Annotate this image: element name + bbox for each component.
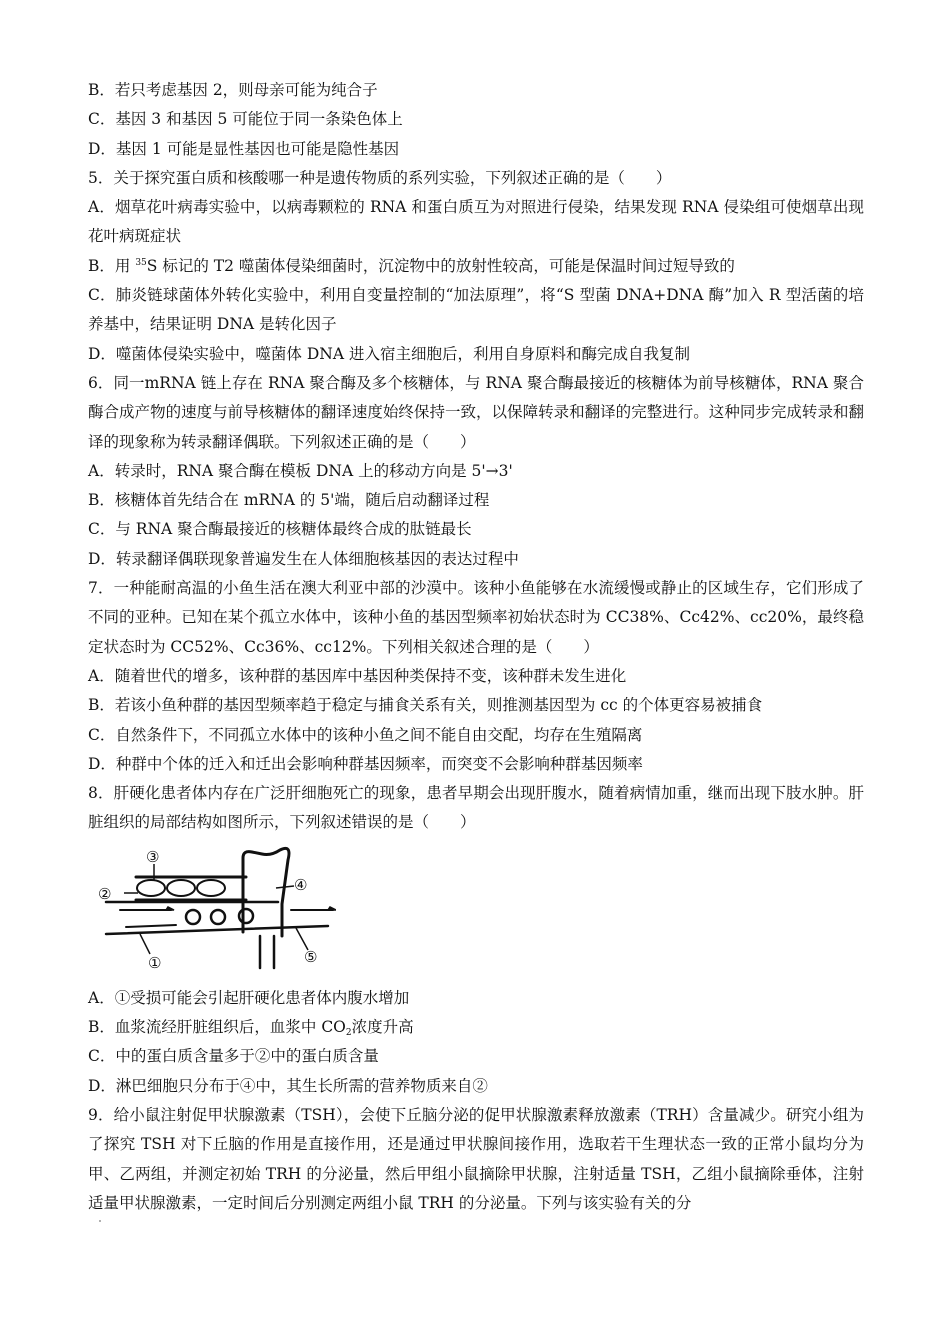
liver-tissue-svg — [96, 844, 336, 972]
exam-page — [88, 76, 864, 1218]
q7-option-c: C．自然条件下，不同孤立水体中的该种小鱼之间不能自由交配，均存在生殖隔离 — [88, 725, 643, 744]
flow-arrow-lower — [126, 925, 176, 927]
q4-option-d: D．基因 1 可能是显性基因也可能是隐性基因 — [88, 139, 400, 158]
q4-option-c: C．基因 3 和基因 5 可能位于同一条染色体上 — [88, 110, 403, 129]
q7-option-a: A．随着世代的增多，该种群的基因库中基因种类保持不变，该种群未发生进化 — [88, 666, 627, 685]
q8-stem: 8．肝硬化患者体内存在广泛肝细胞死亡的现象，患者早期会出现肝腹水，随着病情加重，继而出现下肢水肿。肝脏组织的局部结构如图所示，下列叙述错误的是（ ） — [88, 784, 864, 832]
tissue-cell-3 — [197, 880, 225, 896]
q6-stem: 6．同一mRNA 链上存在 RNA 聚合酶及多个核糖体，与 RNA 聚合酶最接近的核糖体为前导核糖体，RNA 聚合酶合成产物的速度与前导核糖体的翻译速度始终保持一致，以保障转录和翻译的完整进行。这种同步完成转录和翻译的现象称为转录翻译偶联。下列叙述正确的是（ ） — [88, 373, 864, 451]
q7-stem: 7．一种能耐高温的小鱼生活在澳大利亚中部的沙漠中。该种小鱼能够在水流缓慢或静止的区域生存，它们形成了不同的亚种。已知在某个孤立水体中，该种小鱼的基因型频率初始状态时为 CC38%、Cc42%、cc20%，最终稳定状态时为 CC52%、Cc36%、cc12%。下列相关叙述合理的是（ ） — [88, 579, 864, 656]
q8-option-a: A．①受损可能会引起肝硬化患者体内腹水增加 — [88, 988, 410, 1007]
q6-option-b: B．核糖体首先结合在 mRNA 的 5'端，随后启动翻译过程 — [88, 491, 490, 510]
q6-option-d: D．转录翻译偶联现象普遍发生在人体细胞核基因的表达过程中 — [88, 549, 519, 568]
liver-tissue-diagram — [96, 844, 336, 972]
label-4: ④ — [294, 875, 308, 894]
stray-dot — [99, 1220, 101, 1222]
blood-cell-1 — [186, 910, 200, 924]
q5-option-b-sup: 35 — [135, 257, 147, 268]
q5-option-b-pre: B．用 — [88, 256, 136, 275]
q8-option-b-pre: B．血浆流经肝脏组织后，血浆中 CO — [88, 1018, 346, 1037]
tissue-cell-1 — [137, 880, 165, 896]
q8-option-b — [88, 1013, 864, 1042]
q5-option-b — [88, 252, 864, 281]
blood-cell-2 — [211, 910, 225, 924]
blood-cell-3 — [239, 909, 253, 923]
q5-option-a: A．烟草花叶病毒实验中，以病毒颗粒的 RNA 和蛋白质互为对照进行侵染，结果发现 RNA 侵染组可使烟草出现花叶病斑症状 — [88, 198, 864, 246]
q4-option-b: B．若只考虑基因 2，则母亲可能为纯合子 — [88, 81, 378, 99]
leader-4 — [276, 886, 294, 888]
arrow-head-right — [328, 907, 336, 910]
q5-option-b-post: S 标记的 T2 噬菌体侵染细菌时，沉淀物中的放射性较高，可能是保温时间过短导致的 — [146, 256, 735, 275]
q8-option-d: D．淋巴细胞只分布于④中，其生长所需的营养物质来自② — [88, 1076, 488, 1095]
leader-5 — [296, 928, 308, 950]
q6-option-c: C．与 RNA 聚合酶最接近的核糖体最终合成的肽链最长 — [88, 520, 472, 539]
q6-option-a: A．转录时，RNA 聚合酶在模板 DNA 上的移动方向是 5'→3' — [88, 461, 513, 480]
tissue-cell-2 — [167, 880, 195, 896]
q5-stem: 5．关于探究蛋白质和核酸哪一种是遗传物质的系列实验，下列叙述正确的是（ ） — [88, 168, 672, 187]
q5-option-d: D．噬菌体侵染实验中，噬菌体 DNA 进入宿主细胞后，利用自身原料和酶完成自我复制 — [88, 344, 690, 363]
q8-option-b-post: 浓度升高 — [351, 1018, 414, 1037]
q7-option-d: D．种群中个体的迁入和迁出会影响种群基因频率，而突变不会影响种群基因频率 — [88, 754, 643, 773]
label-5: ⑤ — [304, 947, 318, 966]
q5-option-c: C．肺炎链球菌体外转化实验中，利用自变量控制的“加法原理”，将“S 型菌 DNA+DNA 酶”加入 R 型活菌的培养基中，结果证明 DNA 是转化因子 — [88, 286, 864, 334]
leader-1 — [140, 934, 150, 954]
q8-option-b-sub: 2 — [345, 1028, 352, 1039]
q9-stem: 9．给小鼠注射促甲状腺激素（TSH），会使下丘脑分泌的促甲状腺激素释放激素（TRH）含量减少。研究小组为了探究 TSH 对下丘脑的作用是直接作用，还是通过甲状腺间接作用，选取若干生理状态一致的正常小鼠均分为甲、乙两组，并测定初始 TRH 的分泌量，然后甲组小鼠摘除甲状腺，注射适量 TSH，乙组小鼠摘除垂体，注射适量甲状腺激素，一定时间后分别测定两组小鼠 TRH 的分泌量。下列与该实验有关的分 — [88, 1105, 864, 1212]
arrow-head-upper — [166, 907, 174, 910]
q8-option-c: C．中的蛋白质含量多于②中的蛋白质含量 — [88, 1047, 379, 1066]
label-2: ② — [98, 884, 112, 903]
label-3: ③ — [146, 847, 160, 866]
label-1: ① — [148, 953, 162, 972]
q7-option-b: B．若该小鱼种群的基因型频率趋于稳定与捕食关系有关，则推测基因型为 cc 的个体更容易被捕食 — [88, 696, 763, 715]
